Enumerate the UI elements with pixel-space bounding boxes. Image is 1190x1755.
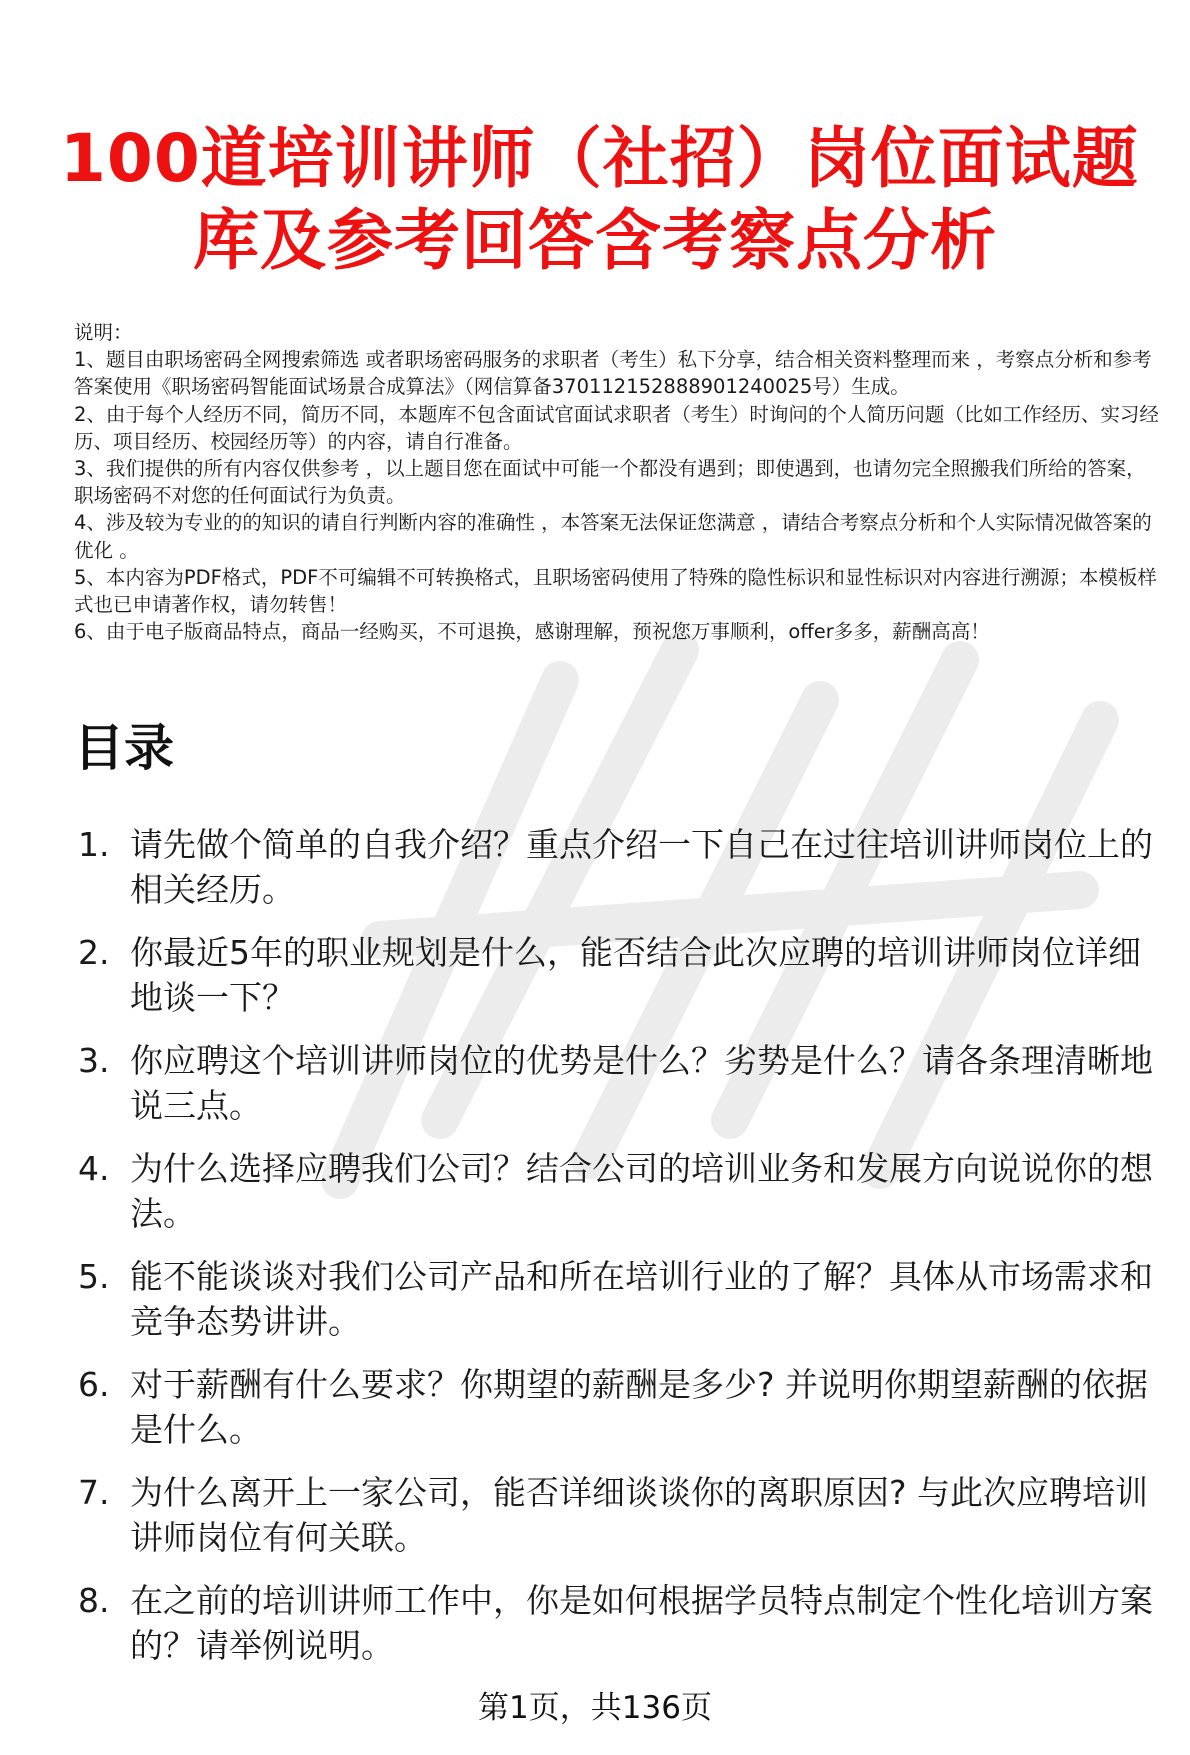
toc-item[interactable] [78,822,1168,912]
toc-item[interactable] [78,1254,1168,1344]
toc-item[interactable] [78,1578,1168,1668]
note-item: 1、题目由职场密码全网搜索筛选 或者职场密码服务的求职者（考生）私下分享，结合相关资料整理而来 ，考察点分析和参考答案使用《职场密码智能面试场景合成算法》（网信算备370112152888901240025号）生成。 [74,348,1152,399]
note-item: 4、涉及较为专业的的知识的请自行判断内容的准确性 ，本答案无法保证您满意 ，请结合考察点分析和个人实际情况做答案的优化 。 [74,511,1152,562]
toc-item[interactable] [78,930,1168,1020]
toc-item-text[interactable]: 你应聘这个培训讲师岗位的优势是什么？劣势是什么？请各条理清晰地说三点。 [130,1041,1153,1125]
toc-item-text[interactable]: 在之前的培训讲师工作中，你是如何根据学员特点制定个性化培训方案的？请举例说明。 [130,1581,1153,1665]
toc-item[interactable] [78,1146,1168,1236]
toc-item[interactable] [78,1470,1168,1560]
note-item: 3、我们提供的所有内容仅供参考 ，以上题目您在面试中可能一个都没有遇到；即使遇到，也请勿完全照搬我们所给的答案，职场密码不对您的任何面试行为负责。 [74,457,1146,508]
toc-item-text[interactable]: 请先做个简单的自我介绍？重点介绍一下自己在过往培训讲师岗位上的相关经历。 [130,825,1153,909]
toc-item-text[interactable]: 你最近5年的职业规划是什么，能否结合此次应聘的培训讲师岗位详细地谈一下？ [130,933,1141,1017]
toc-item-text[interactable]: 为什么选择应聘我们公司？结合公司的培训业务和发展方向说说你的想法。 [130,1149,1153,1233]
title-line-1: 100道培训讲师（社招）岗位面试题 [60,120,1139,197]
toc-item[interactable] [78,1038,1168,1128]
note-item: 6、由于电子版商品特点，商品一经购买，不可退换，感谢理解，预祝您万事顺利，offer多多，薪酬高高！ [74,620,990,644]
toc-item-number: 4. [78,1149,110,1188]
toc-item[interactable] [78,1362,1168,1452]
toc-item-number: 6. [78,1365,110,1404]
notes-heading: 说明： [74,321,133,344]
toc-item-text[interactable]: 能不能谈谈对我们公司产品和所在培训行业的了解？具体从市场需求和竞争态势讲讲。 [130,1257,1153,1341]
notes-section [74,319,1164,645]
page-number: 第1页，共136页 [478,1690,712,1726]
toc-item-number: 5. [78,1257,110,1296]
toc-list [78,822,1168,1686]
note-item: 2、由于每个人经历不同，简历不同，本题库不包含面试官面试求职者（考生）时询问的个人简历问题（比如工作经历、实习经历、项目经历、校园经历等）的内容，请自行准备。 [74,402,1159,453]
toc-item-number: 3. [78,1041,110,1080]
toc-item-text[interactable]: 对于薪酬有什么要求？你期望的薪酬是多少? 并说明你期望薪酬的依据是什么。 [130,1365,1149,1449]
toc-item-text[interactable]: 为什么离开上一家公司，能否详细谈谈你的离职原因? 与此次应聘培训讲师岗位有何关联。 [130,1473,1149,1557]
document-title [60,118,1139,282]
toc-heading: 目录 [74,719,174,777]
toc-item-number: 2. [78,933,110,972]
toc-item-number: 1. [78,825,110,864]
toc-item-number: 7. [78,1473,110,1512]
title-line-2: 库及参考回答含考察点分析 [193,202,997,279]
note-item: 5、本内容为PDF格式，PDF不可编辑不可转换格式，且职场密码使用了特殊的隐性标识和显性标识对内容进行溯源；本模板样式也已申请著作权，请勿转售！ [74,565,1157,617]
toc-item-number: 8. [78,1581,110,1620]
